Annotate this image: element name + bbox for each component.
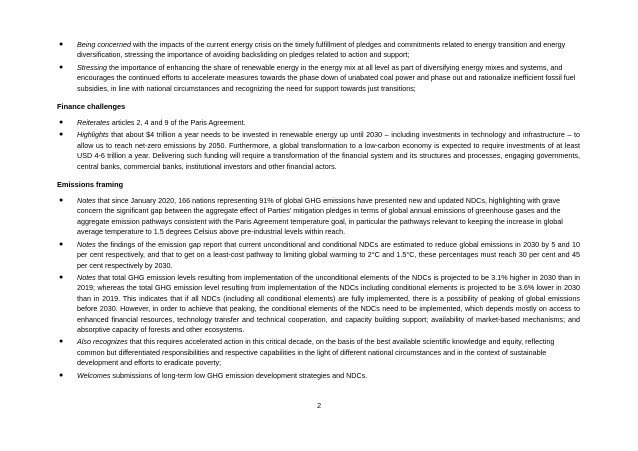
list-item <box>57 40 580 61</box>
item-text: that total GHG emission levels resulting from implementation of the unconditional elements of the NDCs is projected to be 3.1% higher in 2030 than in 2019; whereas the total GHG emission level resulting from implementation of the NDCs including conditional elements is projected to be 3.6% lower in 2030 than in 2019. This indicates that if all NDCs (including all conditional elements) are fully implemented, there is a possibility of peaking of global emissions before 2030. However, in order to achieve that peaking, the conditional elements of the NDCs need to be implemented, which depends mostly on access to enhanced financial resources, technology transfer and technical cooperation, and capacity building support; availability of market-based mechanisms; and absorptive capacity of forests and other ecosystems. <box>77 272 580 334</box>
page-number: 2 <box>316 401 322 410</box>
bullet-icon: ● <box>59 371 64 379</box>
item-text: articles 2, 4 and 9 of the Paris Agreement. <box>109 118 246 128</box>
item-lead: Reiterates <box>77 118 110 128</box>
item-text: that about $4 trillion a year needs to be invested in renewable energy up until 2030 – including investments in technology and infrastructure – to allow us to reach net-zero emissions by 2050. Furthermore, a global transformation to a low-carbon economy is expected to require investments of at least USD 4-6 trillion a year. Delivering such funding will require a transformation of the financial system and its structures and processes, engaging governments, central banks, commercial banks, institutional investors and other financial actors. <box>77 130 580 171</box>
list-item <box>57 196 580 238</box>
bullet-icon: ● <box>59 63 64 71</box>
item-lead: Notes <box>77 272 96 282</box>
item-lead: Welcomes <box>77 370 111 380</box>
item-text: that since January 2020, 166 nations representing 91% of global GHG emissions have presented new and updated NDCs, highlighting with grave concern the significant gap between the aggregate effect of Parties' mitigation pledges in terms of global annual emissions of greenhouse gases and the aggregate emission pathways consistent with the Paris Agreement temperature goal, in particular the pathways relevant to keeping the increase in global average temperature to 1.5 degrees Celsius above pre-industrial levels within reach. <box>77 196 563 237</box>
bullet-icon: ● <box>59 273 64 281</box>
list-item <box>57 337 580 368</box>
item-text: submissions of long-term low GHG emission development strategies and NDCs. <box>110 370 368 380</box>
bullet-icon: ● <box>59 240 64 248</box>
list-item <box>57 240 580 271</box>
section-heading-emissions: Emissions framing <box>57 180 124 190</box>
list-item <box>57 273 580 335</box>
list-item <box>57 63 580 94</box>
bullet-icon: ● <box>59 119 64 127</box>
item-lead: Notes <box>77 196 96 206</box>
bullet-icon: ● <box>59 338 64 346</box>
section-heading-finance: Finance challenges <box>57 102 126 112</box>
item-text: with the impacts of the current energy crisis on the timely fulfillment of pledges and commitments related to energy transition and energy diversification, stressing the importance of avoiding backsliding on pledges related to action and support; <box>77 40 566 60</box>
item-lead: Notes <box>77 239 96 249</box>
item-text: the importance of enhancing the share of renewable energy in the energy mix at all level as part of diversifying energy mixes and systems, and encourages the continued efforts to accelerate measures towards the phase down of unabated coal power and phase out and rationalize inefficient fossil fuel subsidies, in line with national circumstances and recognizing the need for support towards just transitions; <box>77 62 576 93</box>
item-lead: Also recognizes <box>77 337 128 347</box>
list-item <box>57 118 580 128</box>
item-lead: Being concerned <box>77 40 131 49</box>
list-item <box>57 130 580 172</box>
bullet-icon: ● <box>59 131 64 139</box>
item-lead: Stressing <box>77 62 107 72</box>
item-text: that this requires accelerated action in this critical decade, on the basis of the best available scientific knowledge and equity, reflecting common but differentiated responsibilities and respective capabilities in the light of different national circumstances and in the context of sustainable development and efforts to eradicate poverty; <box>77 337 555 368</box>
bullet-icon: ● <box>59 41 64 48</box>
bullet-icon: ● <box>59 197 64 205</box>
list-item <box>57 371 580 381</box>
item-lead: Highlights <box>77 130 109 140</box>
item-text: the findings of the emission gap report that current unconditional and conditional NDCs are estimated to reduce global emissions in 2030 by 5 and 10 per cent respectively, and that to get on a least-cost pathway to limiting global warming to 2°C and 1.5°C, these percentages must reach 30 per cent and 45 per cent respectively by 2030. <box>77 239 580 270</box>
